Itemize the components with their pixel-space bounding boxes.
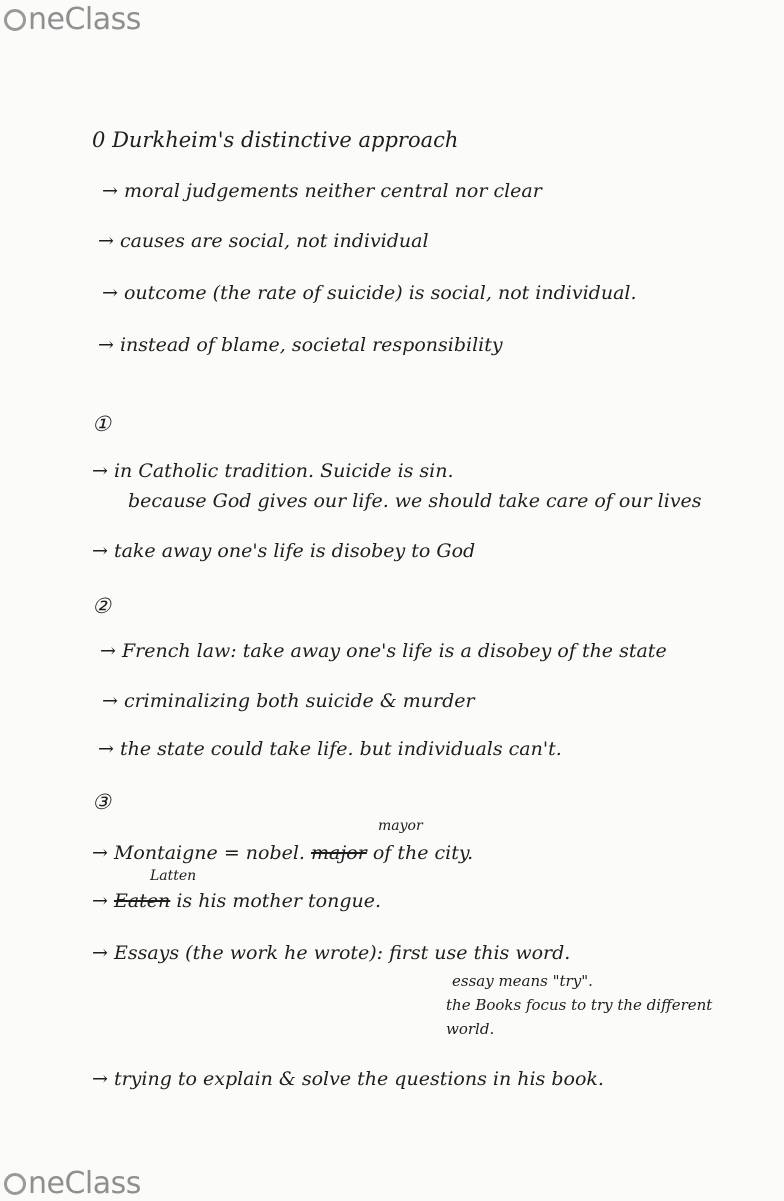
section-1-item-3: → take away one's life is disobey to God — [92, 540, 476, 562]
correction-latten: Latten — [150, 868, 197, 884]
durkheim-item-4: → instead of blame, societal responsibility — [98, 334, 503, 356]
section-3-item-3-cont-3: world. — [446, 1020, 495, 1038]
section-1-item-2: because God gives our life. we should take care of our lives — [128, 490, 702, 512]
struck-word-major: major — [311, 842, 367, 864]
heading-durkheim — [92, 128, 458, 152]
section-1-marker: ① — [92, 412, 111, 436]
heading-marker: 0 — [92, 128, 106, 152]
section-2-marker: ② — [92, 594, 111, 618]
item-1-prefix: → Montaigne = nobel. — [92, 842, 305, 864]
section-2-item-1: → French law: take away one's life is a disobey of the state — [100, 640, 667, 662]
section-3-item-2 — [92, 890, 381, 912]
logo-ring-icon — [4, 1173, 26, 1195]
item-2-arrow: → — [92, 890, 108, 912]
section-3-item-3: → Essays (the work he wrote): first use this word. — [92, 942, 571, 964]
durkheim-item-3: → outcome (the rate of suicide) is social, not individual. — [102, 282, 637, 304]
section-3-item-3-cont-2: the Books focus to try the different — [446, 996, 713, 1014]
struck-word-eaten: Eaten — [113, 890, 171, 912]
heading-text: Durkheim's distinctive approach — [112, 128, 459, 152]
section-3-item-1 — [92, 842, 473, 864]
section-2-item-2: → criminalizing both suicide & murder — [102, 690, 475, 712]
durkheim-item-1: → moral judgements neither central nor clear — [102, 180, 542, 202]
item-1-suffix: of the city. — [372, 842, 474, 864]
section-3-item-4: → trying to explain & solve the questions in his book. — [92, 1068, 604, 1090]
durkheim-item-2: → causes are social, not individual — [98, 230, 429, 252]
oneclass-logo-top — [4, 2, 141, 37]
section-2-item-3: → the state could take life. but individuals can't. — [98, 738, 562, 760]
section-3-marker: ③ — [92, 790, 111, 814]
item-2-suffix: is his mother tongue. — [176, 890, 382, 912]
correction-mayor: mayor — [378, 818, 423, 834]
logo-ring-icon — [4, 9, 26, 31]
section-1-item-1: → in Catholic tradition. Suicide is sin. — [92, 460, 454, 482]
logo-text: neClass — [28, 1166, 141, 1201]
oneclass-logo-bottom — [4, 1166, 141, 1201]
section-3-item-3-cont-1: essay means "try". — [452, 972, 593, 990]
logo-text: neClass — [28, 2, 141, 37]
